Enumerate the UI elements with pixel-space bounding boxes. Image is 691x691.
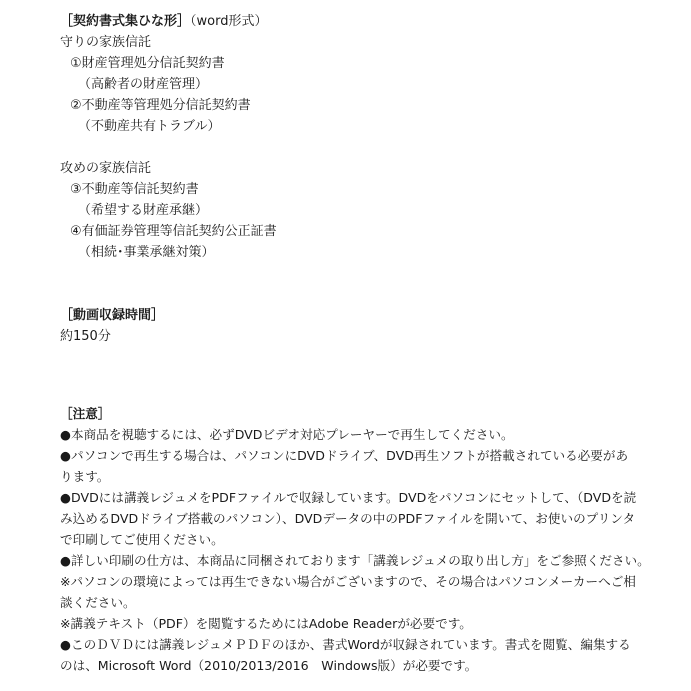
contract-item-4: ④有価証券管理等信託契約公正証書 bbox=[70, 224, 277, 239]
contract-heading: ［契約書式集ひな形］ bbox=[60, 14, 191, 29]
format-note: （word形式） bbox=[190, 14, 268, 29]
recording-time-heading: ［動画収録時間］ bbox=[60, 308, 165, 323]
contract-item-3: ③不動産等信託契約書 bbox=[70, 182, 199, 197]
contract-item-2: ②不動産等管理処分信託契約書 bbox=[70, 98, 251, 113]
contract-item-1-note: （高齢者の財産管理） bbox=[78, 77, 209, 92]
notice-line-3: ●DVDには講義レジュメをPDFファイルで収録しています。DVDをパソコンにセットして、（DVDを読み込めるDVDドライブ搭載のパソコン）、DVDデータの中のPDFファイルを開いて、お使いのプリンタで印刷してご使用ください。 bbox=[60, 490, 637, 547]
contract-item-2-note: （不動産共有トラブル） bbox=[78, 119, 221, 134]
notice-section bbox=[60, 403, 651, 676]
notice-line-4: ●詳しい印刷の仕方は、本商品に同梱されております「講義レジュメの取り出し方」をご参照ください。 bbox=[60, 553, 650, 568]
notice-line-6: ※講義テキスト（PDF）を閲覧するためにはAdobe Readerが必要です。 bbox=[60, 616, 472, 631]
notice-line-7: ●このＤＶＤには講義レジュメＰＤＦのほか、書式Wordが収録されています。書式を閲覧、編集するのは、Microsoft Word（2010/2013/2016 Windows版）が必要です。 bbox=[60, 637, 631, 673]
recording-time-value: 約150分 bbox=[60, 329, 111, 344]
defensive-trust-label: 守りの家族信託 bbox=[60, 35, 152, 50]
offensive-trust-label: 攻めの家族信託 bbox=[60, 161, 152, 176]
contract-heading-line bbox=[60, 11, 651, 32]
notice-heading: ［注意］ bbox=[60, 406, 111, 421]
contract-item-4-note: （相続･事業承継対策） bbox=[78, 245, 215, 260]
contract-item-3-note: （希望する財産承継） bbox=[78, 203, 209, 218]
contract-item-1: ①財産管理処分信託契約書 bbox=[70, 56, 225, 71]
notice-line-1: ●本商品を視聴するには、必ずDVDビデオ対応プレーヤーで再生してください。 bbox=[60, 427, 514, 442]
notice-line-5: ※パソコンの環境によっては再生できない場合がございますので、その場合はパソコンメーカーへご相談ください。 bbox=[60, 574, 636, 610]
notice-line-2: ●パソコンで再生する場合は、パソコンにDVDドライブ、DVD再生ソフトが搭載されている必要があります。 bbox=[60, 448, 629, 484]
